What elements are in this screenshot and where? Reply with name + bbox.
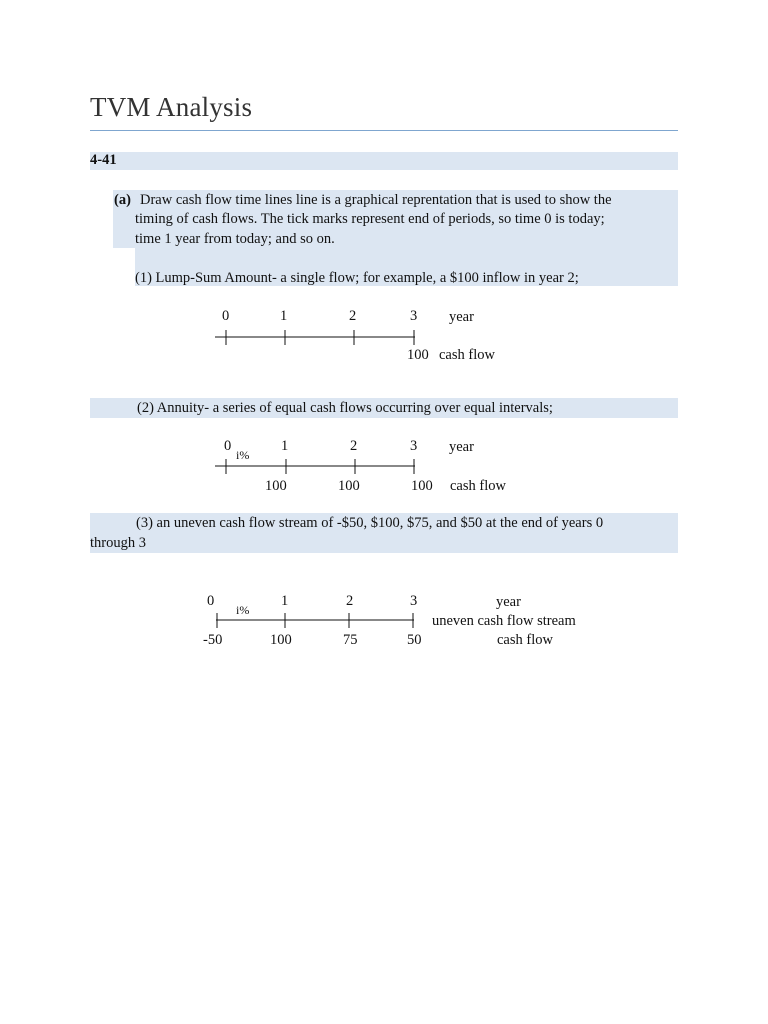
ex2-period-0: 0 — [224, 438, 232, 454]
ex2-amount-2: 100 — [338, 478, 360, 494]
example3-line-2: through 3 — [90, 535, 146, 551]
ex2-period-3: 3 — [410, 438, 418, 454]
ex2-period-2: 2 — [350, 438, 358, 454]
ex2-period-1: 1 — [281, 438, 289, 454]
ex3-amount-3: 50 — [407, 632, 422, 648]
title-divider — [90, 130, 678, 131]
part-a-line-3: time 1 year from today; and so on. — [135, 231, 335, 247]
ex3-amount-1: 100 — [270, 632, 292, 648]
ex2-amount-1: 100 — [265, 478, 287, 494]
ex3-flow-label: cash flow — [497, 632, 553, 648]
ex3-period-2: 2 — [346, 593, 354, 609]
ex1-period-3: 3 — [410, 308, 418, 324]
ex1-period-0: 0 — [222, 308, 230, 324]
ex3-period-0: 0 — [207, 593, 215, 609]
problem-number-band — [90, 152, 678, 170]
ex2-unit-label: year — [449, 439, 474, 455]
ex3-amount-2: 75 — [343, 632, 358, 648]
ex1-unit-label: year — [449, 309, 474, 325]
ex1-timeline — [215, 330, 425, 346]
part-a-label: (a) — [114, 192, 131, 208]
example3-line-1: (3) an uneven cash flow stream of -$50, $100, $75, and $50 at the end of years 0 — [136, 515, 604, 531]
problem-number: 4-41 — [90, 152, 117, 168]
ex1-period-1: 1 — [280, 308, 288, 324]
ex2-timeline — [215, 459, 425, 475]
ex3-rate: i% — [236, 603, 250, 617]
example1-text: (1) Lump-Sum Amount- a single flow; for example, a $100 inflow in year 2; — [135, 270, 579, 286]
ex3-timeline — [210, 613, 420, 629]
part-a-line-1: Draw cash flow time lines line is a graphical reprentation that is used to show the — [140, 192, 612, 208]
ex2-amount-3: 100 — [411, 478, 433, 494]
part-a-line-2: timing of cash flows. The tick marks represent end of periods, so time 0 is today; — [135, 211, 605, 227]
ex2-rate: i% — [236, 448, 250, 462]
ex1-amount: 100 — [407, 347, 429, 363]
ex3-amount-0: -50 — [203, 632, 223, 648]
ex1-flow-label: cash flow — [439, 347, 495, 363]
ex3-period-1: 1 — [281, 593, 289, 609]
example2-text: (2) Annuity- a series of equal cash flows occurring over equal intervals; — [137, 400, 553, 416]
ex3-period-3: 3 — [410, 593, 418, 609]
page-title: TVM Analysis — [90, 92, 253, 122]
ex1-period-2: 2 — [349, 308, 357, 324]
ex3-unit-label: year — [496, 594, 521, 610]
ex3-stream-label: uneven cash flow stream — [432, 613, 576, 629]
ex2-flow-label: cash flow — [450, 478, 506, 494]
